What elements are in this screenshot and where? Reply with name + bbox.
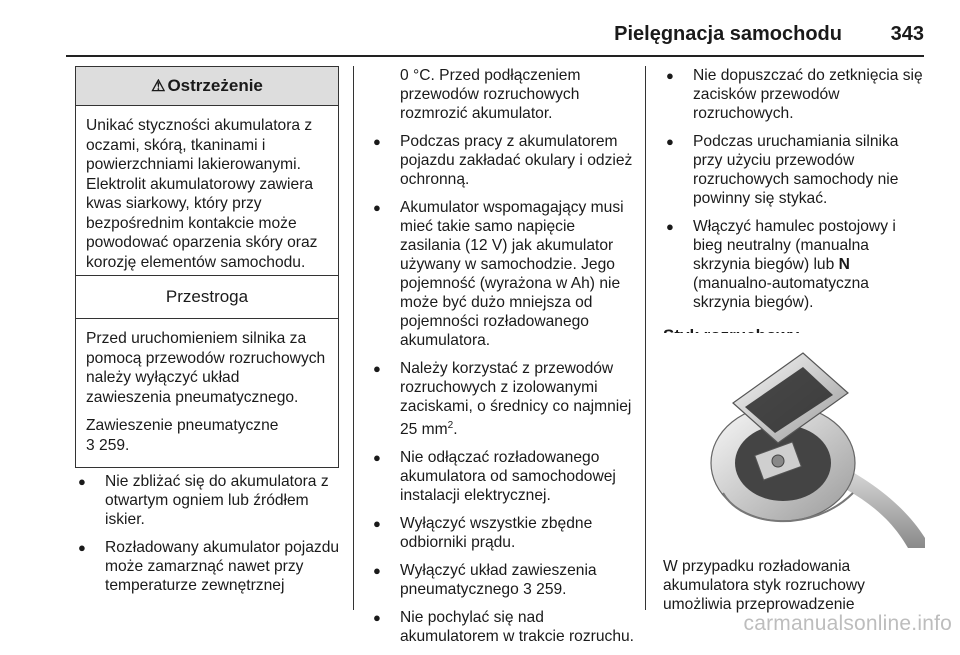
warning-triangle-icon: ⚠ xyxy=(151,78,166,95)
page-reference-link[interactable]: 259. xyxy=(99,436,130,454)
list-item: ● Akumulator wspomagający musi mieć takie samo napięcie zasilania (12 V) jak akumulator używany w samochodzie. Jego pojemność (wyrażona w Ah) nie może być dużo mniejsza od pojemności rozładowanego akumulatora. xyxy=(370,198,638,350)
list-item: ● Podczas pracy z akumulatorem pojazdu zakładać okulary i odzież ochronną. xyxy=(370,132,638,189)
list-item: ● Nie zbliżać się do akumulatora z otwartym ogniem lub źródłem iskier. xyxy=(75,472,345,529)
page-reference-link[interactable]: 259. xyxy=(536,581,567,599)
continued-text: 0 °C. Przed podłączeniem przewodów rozruchowych rozmrozić akumulator. xyxy=(400,67,581,122)
list-item: ● Nie pochylać się nad akumulatorem w trakcie rozruchu. xyxy=(370,608,638,646)
list-item: ● Należy korzystać z przewodów rozruchowych z izolowanymi zaciskami, o średnicy co najmniej 25 $mm^2$. xyxy=(370,359,638,439)
column-divider-2 xyxy=(645,66,646,610)
warning-box-header xyxy=(76,67,338,106)
right-column xyxy=(663,66,925,345)
page-reference-arrow-icon: 3 xyxy=(86,436,95,454)
page-header-title: Pielęgnacja samochodu xyxy=(614,23,842,45)
list-item: ● Nie odłączać rozładowanego akumulatora od samochodowej instalacji elektrycznej. xyxy=(370,448,638,505)
caution-box-header xyxy=(76,276,338,319)
header-rule xyxy=(66,55,924,57)
column-divider-1 xyxy=(353,66,354,610)
page-number: 343 xyxy=(890,23,924,45)
list-item: ● Rozładowany akumulator pojazdu może zamarznąć nawet przy temperaturze zewnętrznej xyxy=(75,538,345,595)
list-item: ● Wyłączyć wszystkie zbędne odbiorniki prądu. xyxy=(370,514,638,552)
caution-box-title: Przestroga xyxy=(165,287,249,306)
watermark: carmanualsonline.info xyxy=(743,612,952,635)
section-paragraph: W przypadku rozładowania akumulatora styk rozruchowy umożliwia przeprowadzenie xyxy=(663,558,865,613)
caution-box xyxy=(75,275,339,468)
warning-box xyxy=(75,66,339,285)
list-item: ● Podczas uruchamiania silnika przy użyciu przewodów rozruchowych samochody nie powinny się stykać. xyxy=(663,132,925,208)
list-item: ● Nie dopuszczać do zetknięcia się zacisków przewodów rozruchowych. xyxy=(663,66,925,123)
jump-start-terminal-illustration xyxy=(663,333,925,548)
warning-box-text: Unikać styczności akumulatora z oczami, skórą, tkaninami i powierzchniami lakierowanymi. Elektrolit akumulatorowy zawiera kwas siarkowy, który przy bezpośrednim kontakcie może powodować oparzenia skóry oraz korozję elementów samochodu. xyxy=(86,117,318,271)
middle-column xyxy=(370,66,638,655)
left-bullet-list xyxy=(75,472,345,604)
caution-box-text: Przed uruchomieniem silnika za pomocą przewodów rozruchowych należy wyłączyć układ zawieszenia pneumatycznego. xyxy=(86,330,326,406)
page-reference-arrow-icon: 3 xyxy=(523,581,532,599)
list-item: ● Włączyć hamulec postojowy i bieg neutralny (manualna skrzynia biegów) lub N (manualno-automatyczna skrzynia biegów). xyxy=(663,217,925,312)
caution-box-reference: Zawieszenie pneumatyczne 3 259. xyxy=(86,417,279,454)
warning-box-title: Ostrzeżenie xyxy=(167,76,263,95)
list-item: ● Wyłączyć układ zawieszenia pneumatycznego 3 259. xyxy=(370,561,638,599)
